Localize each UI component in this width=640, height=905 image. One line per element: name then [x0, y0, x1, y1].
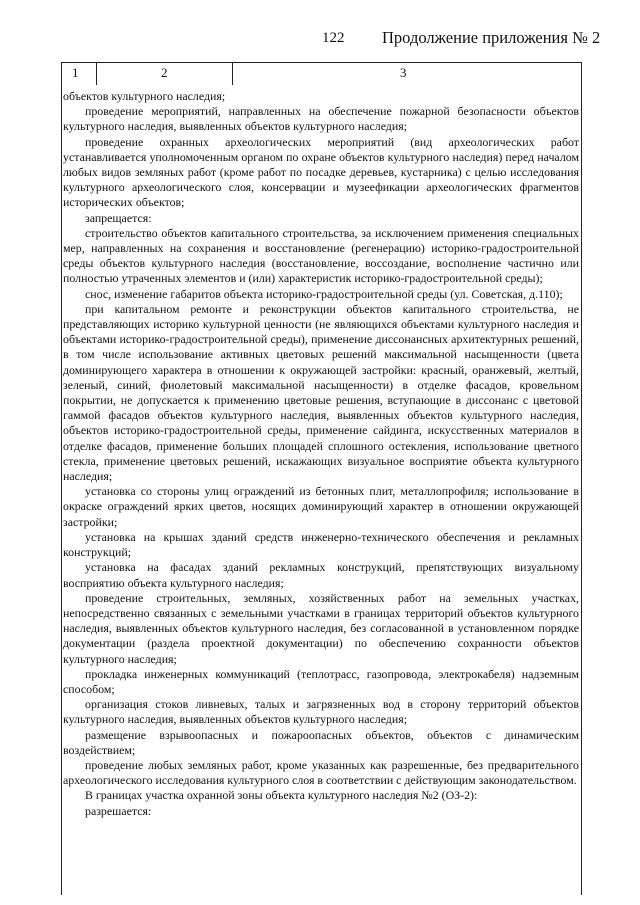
paragraph: снос, изменение габаритов объекта историко-градостроительной среды (ул. Советская, д.110); — [85, 286, 563, 301]
paragraph: проведение охранных археологических мероприятий (вид археологических работ устанавливается уполномоченным органом по охране объектов культурного наследия) перед началом любых видов земляных работ (кроме работ по посадке деревьев, кустарника) с целью исследования культурного археологического слоя, консервации и музеефикации археологических фрагментов исторических объектов; — [63, 134, 579, 210]
paragraph: проведение любых земляных работ, кроме указанных как разрешенные, без предварительного археологического исследования культурного слоя в соответствии с действующим законодательством. — [63, 757, 579, 788]
document-body — [63, 89, 579, 819]
appendix-continuation-title: Продолжение приложения № 2 — [382, 28, 601, 47]
column-header-2: 2 — [161, 65, 168, 80]
column-header-3: 3 — [400, 65, 407, 80]
table-right-border — [581, 85, 582, 895]
paragraph: установка со стороны улиц ограждений из бетонных плит, металлопрофиля; использование в окраске ограждений ярких цветов, носящих доминирующий характер в отношении окружающей застройки; — [63, 484, 579, 529]
paragraph: при капитальном ремонте и реконструкции объектов капитального строительства, не представляющих историко культурной ценности (не являющихся объектами культурного наследия и объектами историко-градостроительной среды), применение диссонансных архитектурных решений, в том числе использование активных цветовых решений максимальной насыщенности (цвета доминирующего характера в отношении к окружающей застройки: красный, оранжевый, желтый, зеленый, синий, фиолетовый максимальной насыщенности) в отделке фасадов, кровельном покрытии, не допускается к применению цветовые решения, вступающие в диссонанс с цветовой гаммой фасадов объектов культурного наследия, выявленных объектов культурного наследия, объектов историко-градостроительной среды, применение сайдинга, искусственных материалов в отделке фасадов, применение больших площадей сплошного остекления, использование цветного стекла, применение цветовых решений, искажающих визуальное восприятие объекта культурного наследия; — [63, 301, 579, 484]
column-divider — [96, 63, 97, 85]
paragraph: размещение взрывоопасных и пожароопасных объектов, объектов с динамическим воздействием; — [63, 727, 579, 757]
paragraph: объектов культурного наследия; — [63, 89, 226, 103]
paragraph: разрешается: — [85, 803, 152, 818]
column-header-1: 1 — [72, 65, 79, 80]
paragraph: проведение строительных, земляных, хозяйственных работ на земельных участках, непосредственно связанных с земельными участками в границах территорий объектов культурного наследия, выявленных объектов культурного наследия, без согласованной в установленном порядке документации (раздела проектной документации) по обеспечению сохранности объектов культурного наследия; — [63, 590, 579, 666]
paragraph: проведение мероприятий, направленных на обеспечение пожарной безопасности объектов культурного наследия, выявленных объектов культурного наследия; — [63, 104, 579, 134]
column-divider — [232, 63, 233, 85]
paragraph: запрещается: — [85, 210, 152, 225]
table-left-border — [61, 85, 62, 895]
paragraph: установка на фасадах зданий рекламных конструкций, препятствующих визуальному восприятию объекта культурного наследия; — [63, 560, 579, 590]
paragraph: установка на крышах зданий средств инженерно-технического обеспечения и рекламных конструкций; — [63, 529, 579, 560]
paragraph: строительство объектов капитального строительства, за исключением применения специальных мер, направленных на сохранения и восстановление (регенерацию) историко-градостроительной среды объектов культурного наследия (восстановление, воссоздание, восполнение частично или полностью утраченных элементов и (или) характеристик историко-градостроительной среды); — [63, 225, 579, 286]
paragraph: организация стоков ливневых, талых и загрязненных вод в сторону территорий объектов культурного наследия, выявленных объектов культурного наследия; — [63, 697, 579, 727]
paragraph: прокладка инженерных коммуникаций (теплотрасс, газопровода, электрокабеля) надземным способом; — [63, 666, 579, 696]
table-header-row — [61, 62, 582, 85]
paragraph: В границах участка охранной зоны объекта культурного наследия №2 (ОЗ-2): — [85, 788, 478, 803]
page-number: 122 — [322, 30, 345, 46]
